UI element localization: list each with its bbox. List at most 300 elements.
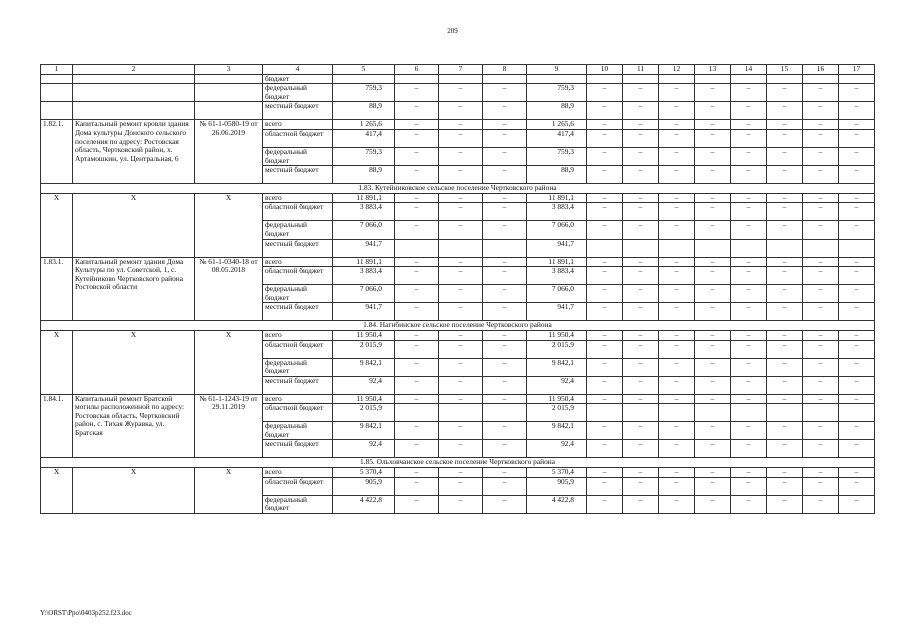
column-number: 5 <box>333 65 395 75</box>
value-col-8: – <box>483 102 527 120</box>
value-col-6: – <box>395 120 439 130</box>
value-col-13: – <box>695 102 731 120</box>
value-col-7: – <box>439 340 483 358</box>
table-row <box>41 84 875 102</box>
funding-source-label: местный бюджет <box>263 102 333 120</box>
value-col-11: – <box>623 495 659 513</box>
column-number: 6 <box>395 65 439 75</box>
value-col-8: – <box>483 358 527 376</box>
value-col-16: – <box>803 193 839 203</box>
continuation-row <box>41 74 875 84</box>
value-col-17: – <box>839 129 875 147</box>
value-col-12: – <box>659 203 695 221</box>
funding-source-label: областной бюджет <box>263 129 333 147</box>
value-col-8: – <box>483 468 527 478</box>
value-col-8: – <box>483 257 527 267</box>
value-col-6: – <box>395 221 439 239</box>
value-col-10: – <box>587 102 623 120</box>
funding-source-label: всего <box>263 394 333 404</box>
value-col-6: – <box>395 340 439 358</box>
value-col-6: – <box>395 267 439 285</box>
value-col-14: – <box>731 257 767 267</box>
funding-source-label: местный бюджет <box>263 239 333 257</box>
funding-source-label: федеральный бюджет <box>263 147 333 165</box>
value-col-14 <box>731 74 767 84</box>
budget-table-container <box>40 64 862 514</box>
amount-col-9: 3 883,4 <box>527 203 587 221</box>
value-col-6: – <box>395 440 439 458</box>
funding-source-label: областной бюджет <box>263 404 333 422</box>
value-col-15: – <box>767 84 803 102</box>
value-col-14: – <box>731 340 767 358</box>
object-name: Капитальный ремонт Братской могилы расположенной по адресу: Ростовская область, Чертковский район, с. Тихая Журавка, ул. Братская <box>73 394 195 458</box>
value-col-15: – <box>767 120 803 130</box>
value-col-6: – <box>395 376 439 394</box>
amount-col-5: 941,7 <box>333 239 395 257</box>
value-col-16: – <box>803 285 839 303</box>
value-col-12: – <box>659 303 695 321</box>
column-number: 14 <box>731 65 767 75</box>
value-col-14: – <box>731 267 767 285</box>
value-col-7: – <box>439 285 483 303</box>
amount-col-9: 92,4 <box>527 440 587 458</box>
item-id: 1.82.1. <box>41 120 73 184</box>
value-col-7: – <box>439 147 483 165</box>
value-col-13: – <box>695 422 731 440</box>
value-col-10: – <box>587 477 623 495</box>
value-col-11: – <box>623 203 659 221</box>
funding-source-label: федеральный бюджет <box>263 84 333 102</box>
value-col-11: – <box>623 129 659 147</box>
value-col-16: – <box>803 394 839 404</box>
value-col-6: – <box>395 84 439 102</box>
value-col-17: – <box>839 376 875 394</box>
value-col-8: – <box>483 330 527 340</box>
value-col-8: – <box>483 166 527 184</box>
section-header-row <box>41 458 875 468</box>
amount-col-5: 11 950,4 <box>333 394 395 404</box>
item-id: 1.84.1. <box>41 394 73 458</box>
amount-col-9: 2 015,9 <box>527 404 587 422</box>
value-col-15: – <box>767 468 803 478</box>
object-name: Капитальный ремонт здания Дома Культуры по ул. Советской, 1, с. Кутейниково Чертковского района Ростовской области <box>73 257 195 321</box>
value-col-8: – <box>483 193 527 203</box>
amount-col-5: 9 842,1 <box>333 422 395 440</box>
value-col-17: – <box>839 147 875 165</box>
amount-col-5: 941,7 <box>333 303 395 321</box>
value-col-14: – <box>731 495 767 513</box>
value-col-15: – <box>767 193 803 203</box>
value-col-12 <box>659 404 695 422</box>
value-col-17: – <box>839 303 875 321</box>
value-col-14 <box>731 239 767 257</box>
value-col-15: – <box>767 340 803 358</box>
value-col-12: – <box>659 468 695 478</box>
amount-col-5: 11 950,4 <box>333 330 395 340</box>
value-col-17: – <box>839 221 875 239</box>
funding-source-label: федеральный бюджет <box>263 358 333 376</box>
value-col-15: – <box>767 221 803 239</box>
value-col-6: – <box>395 422 439 440</box>
value-col-10 <box>587 404 623 422</box>
value-col-7: – <box>439 303 483 321</box>
value-col-7: – <box>439 102 483 120</box>
value-col-12: – <box>659 129 695 147</box>
value-col-6: – <box>395 477 439 495</box>
value-col-16: – <box>803 257 839 267</box>
value-col-11: – <box>623 477 659 495</box>
funding-source-label: местный бюджет <box>263 376 333 394</box>
value-col-11: – <box>623 376 659 394</box>
value-col-10: – <box>587 340 623 358</box>
value-col-14: – <box>731 330 767 340</box>
value-col-11: – <box>623 285 659 303</box>
value-col-6 <box>395 404 439 422</box>
item-id: X <box>41 193 73 257</box>
value-col-6: – <box>395 102 439 120</box>
amount-col-9: 4 422,8 <box>527 495 587 513</box>
value-col-13: – <box>695 285 731 303</box>
value-col-7: – <box>439 120 483 130</box>
amount-col-9: 3 883,4 <box>527 267 587 285</box>
value-col-13 <box>695 74 731 84</box>
object-name: X <box>73 193 195 257</box>
value-col-12: – <box>659 267 695 285</box>
funding-source-label: областной бюджет <box>263 477 333 495</box>
value-col-8: – <box>483 267 527 285</box>
value-col-16: – <box>803 340 839 358</box>
amount-col-9: 905,9 <box>527 477 587 495</box>
column-number: 1 <box>41 65 73 75</box>
value-col-6: – <box>395 193 439 203</box>
value-col-6 <box>395 74 439 84</box>
value-col-12: – <box>659 422 695 440</box>
value-col-15: – <box>767 267 803 285</box>
value-col-14: – <box>731 303 767 321</box>
value-col-8: – <box>483 129 527 147</box>
value-col-13: – <box>695 166 731 184</box>
value-col-17: – <box>839 267 875 285</box>
value-col-17: – <box>839 468 875 478</box>
column-number: 13 <box>695 65 731 75</box>
value-col-17: – <box>839 495 875 513</box>
value-col-15: – <box>767 166 803 184</box>
value-col-8 <box>483 404 527 422</box>
value-col-6: – <box>395 203 439 221</box>
value-col-13: – <box>695 330 731 340</box>
funding-source-label: всего <box>263 257 333 267</box>
column-number: 4 <box>263 65 333 75</box>
value-col-16: – <box>803 147 839 165</box>
value-col-13: – <box>695 440 731 458</box>
value-col-16 <box>803 74 839 84</box>
value-col-6: – <box>395 285 439 303</box>
amount-col-5: 92,4 <box>333 376 395 394</box>
value-col-15: – <box>767 303 803 321</box>
value-col-7: – <box>439 203 483 221</box>
amount-col-5: 88,9 <box>333 102 395 120</box>
value-col-14: – <box>731 285 767 303</box>
document-cell <box>195 102 263 120</box>
amount-col-5: 759,3 <box>333 84 395 102</box>
value-col-10: – <box>587 147 623 165</box>
value-col-17: – <box>839 285 875 303</box>
document-number: № 61-1-0580-19 от 26.06.2019 <box>195 120 263 184</box>
value-col-12 <box>659 74 695 84</box>
document-number: № 61-1-0340-18 от 08.05.2018 <box>195 257 263 321</box>
table-row <box>41 193 875 203</box>
value-col-14: – <box>731 376 767 394</box>
amount-col-9: 88,9 <box>527 102 587 120</box>
value-col-7: – <box>439 440 483 458</box>
value-col-13: – <box>695 129 731 147</box>
column-number: 7 <box>439 65 483 75</box>
value-col-7: – <box>439 267 483 285</box>
section-header-row <box>41 184 875 194</box>
value-col-8: – <box>483 84 527 102</box>
value-col-16 <box>803 239 839 257</box>
amount-col-5: 3 883,4 <box>333 267 395 285</box>
value-col-10: – <box>587 394 623 404</box>
amount-col-9: 11 891,1 <box>527 257 587 267</box>
value-col-16: – <box>803 440 839 458</box>
object-name-cell <box>73 84 195 102</box>
value-col-14: – <box>731 102 767 120</box>
value-col-10 <box>587 239 623 257</box>
page-number: 209 <box>447 27 458 35</box>
value-col-8: – <box>483 495 527 513</box>
amount-col-9: 1 265,6 <box>527 120 587 130</box>
value-col-11: – <box>623 221 659 239</box>
value-col-8: – <box>483 440 527 458</box>
value-col-8: – <box>483 147 527 165</box>
column-number: 16 <box>803 65 839 75</box>
funding-source-label: федеральный бюджет <box>263 221 333 239</box>
value-col-11 <box>623 404 659 422</box>
amount-col-5: 4 422,8 <box>333 495 395 513</box>
value-col-13: – <box>695 376 731 394</box>
value-col-16: – <box>803 221 839 239</box>
value-col-11: – <box>623 358 659 376</box>
amount-col-9: 92,4 <box>527 376 587 394</box>
value-col-10: – <box>587 203 623 221</box>
value-col-8: – <box>483 422 527 440</box>
value-col-12: – <box>659 257 695 267</box>
value-col-16: – <box>803 495 839 513</box>
value-col-14: – <box>731 120 767 130</box>
value-col-15: – <box>767 203 803 221</box>
section-header-row <box>41 321 875 331</box>
amount-col-5: 759,3 <box>333 147 395 165</box>
value-col-16: – <box>803 84 839 102</box>
value-col-13: – <box>695 358 731 376</box>
value-col-17: – <box>839 440 875 458</box>
value-col-15: – <box>767 285 803 303</box>
section-title: 1.85. Ольховчанское сельское поселение Чертковского района <box>41 458 875 468</box>
value-col-15: – <box>767 330 803 340</box>
table-row <box>41 468 875 478</box>
value-col-11: – <box>623 394 659 404</box>
value-col-13 <box>695 404 731 422</box>
id-cell <box>41 102 73 120</box>
value-col-15: – <box>767 394 803 404</box>
value-col-7: – <box>439 166 483 184</box>
value-col-17: – <box>839 358 875 376</box>
funding-source-label: всего <box>263 468 333 478</box>
value-col-8: – <box>483 340 527 358</box>
value-col-17: – <box>839 166 875 184</box>
value-col-10: – <box>587 267 623 285</box>
value-col-11: – <box>623 147 659 165</box>
funding-source-label: местный бюджет <box>263 440 333 458</box>
column-number: 11 <box>623 65 659 75</box>
value-col-13: – <box>695 257 731 267</box>
value-col-11: – <box>623 330 659 340</box>
value-col-7: – <box>439 84 483 102</box>
value-col-16: – <box>803 376 839 394</box>
amount-col-5: 7 066,0 <box>333 285 395 303</box>
value-col-12: – <box>659 495 695 513</box>
value-col-6: – <box>395 330 439 340</box>
value-col-16: – <box>803 120 839 130</box>
value-col-11: – <box>623 120 659 130</box>
object-name: Капитальный ремонт кровли здания Дома культуры Донского сельского поселения по адресу: Ростовская область, Чертковский район, х. Артамошкин, ул. Центральная, 6 <box>73 120 195 184</box>
value-col-7: – <box>439 330 483 340</box>
value-col-16: – <box>803 422 839 440</box>
value-col-15: – <box>767 477 803 495</box>
value-col-16 <box>803 404 839 422</box>
funding-source-label: федеральный бюджет <box>263 422 333 440</box>
value-col-10: – <box>587 166 623 184</box>
value-col-15: – <box>767 257 803 267</box>
amount-col-5: 2 015,9 <box>333 340 395 358</box>
value-col-10: – <box>587 440 623 458</box>
value-col-17: – <box>839 203 875 221</box>
value-col-12: – <box>659 84 695 102</box>
value-col-6 <box>395 239 439 257</box>
value-col-12 <box>659 239 695 257</box>
value-col-17: – <box>839 422 875 440</box>
value-col-14: – <box>731 147 767 165</box>
value-col-16: – <box>803 330 839 340</box>
value-col-10: – <box>587 193 623 203</box>
value-col-6: – <box>395 147 439 165</box>
value-col-11: – <box>623 166 659 184</box>
value-col-12: – <box>659 285 695 303</box>
value-col-11 <box>623 74 659 84</box>
value-col-7: – <box>439 358 483 376</box>
amount-col-5: 417,4 <box>333 129 395 147</box>
value-col-11: – <box>623 193 659 203</box>
value-col-10: – <box>587 495 623 513</box>
value-col-6: – <box>395 394 439 404</box>
value-col-10: – <box>587 303 623 321</box>
funding-source-label: местный бюджет <box>263 303 333 321</box>
value-col-16: – <box>803 102 839 120</box>
value-col-6: – <box>395 468 439 478</box>
document-number: X <box>195 330 263 394</box>
value-col-6: – <box>395 303 439 321</box>
value-col-8: – <box>483 303 527 321</box>
value-col-17: – <box>839 477 875 495</box>
value-col-11 <box>623 239 659 257</box>
table-body <box>41 65 875 514</box>
value-col-13 <box>695 239 731 257</box>
value-col-14: – <box>731 422 767 440</box>
amount-col-9: 941,7 <box>527 239 587 257</box>
value-col-11: – <box>623 468 659 478</box>
value-col-16: – <box>803 358 839 376</box>
value-col-11: – <box>623 422 659 440</box>
table-row <box>41 394 875 404</box>
value-col-17: – <box>839 394 875 404</box>
value-col-13: – <box>695 477 731 495</box>
value-col-10 <box>587 74 623 84</box>
value-col-17: – <box>839 120 875 130</box>
value-col-17 <box>839 239 875 257</box>
value-col-7: – <box>439 257 483 267</box>
value-col-12: – <box>659 120 695 130</box>
document-number: X <box>195 193 263 257</box>
column-number: 17 <box>839 65 875 75</box>
item-id: 1.83.1. <box>41 257 73 321</box>
funding-source-label: областной бюджет <box>263 267 333 285</box>
value-col-5 <box>333 74 395 84</box>
value-col-17 <box>839 74 875 84</box>
value-col-13: – <box>695 303 731 321</box>
value-col-17: – <box>839 193 875 203</box>
value-col-15: – <box>767 440 803 458</box>
value-col-12: – <box>659 102 695 120</box>
value-col-15 <box>767 74 803 84</box>
value-col-13: – <box>695 193 731 203</box>
amount-col-9: 11 950,4 <box>527 330 587 340</box>
value-col-17: – <box>839 330 875 340</box>
value-col-10: – <box>587 330 623 340</box>
value-col-10: – <box>587 221 623 239</box>
amount-col-9: 88,9 <box>527 166 587 184</box>
value-col-7: – <box>439 468 483 478</box>
value-col-17 <box>839 404 875 422</box>
amount-col-9: 417,4 <box>527 129 587 147</box>
value-col-17: – <box>839 257 875 267</box>
value-col-13: – <box>695 267 731 285</box>
value-col-8: – <box>483 203 527 221</box>
id-cell <box>41 74 73 84</box>
table-row <box>41 102 875 120</box>
value-col-12: – <box>659 440 695 458</box>
value-col-14: – <box>731 358 767 376</box>
value-col-8: – <box>483 120 527 130</box>
value-col-10: – <box>587 84 623 102</box>
value-col-15: – <box>767 422 803 440</box>
value-col-14: – <box>731 221 767 239</box>
value-col-11: – <box>623 257 659 267</box>
footer-file-path: Y:\ORST\Ppo\0403p252.f23.doc <box>40 609 132 617</box>
funding-source-label: всего <box>263 120 333 130</box>
funding-source-label: местный бюджет <box>263 166 333 184</box>
column-number: 15 <box>767 65 803 75</box>
value-col-15: – <box>767 147 803 165</box>
amount-col-5: 2 015,9 <box>333 404 395 422</box>
value-col-14: – <box>731 440 767 458</box>
value-col-11: – <box>623 340 659 358</box>
value-col-12: – <box>659 376 695 394</box>
value-col-14: – <box>731 203 767 221</box>
value-col-6: – <box>395 129 439 147</box>
value-col-11: – <box>623 102 659 120</box>
value-col-8 <box>483 74 527 84</box>
